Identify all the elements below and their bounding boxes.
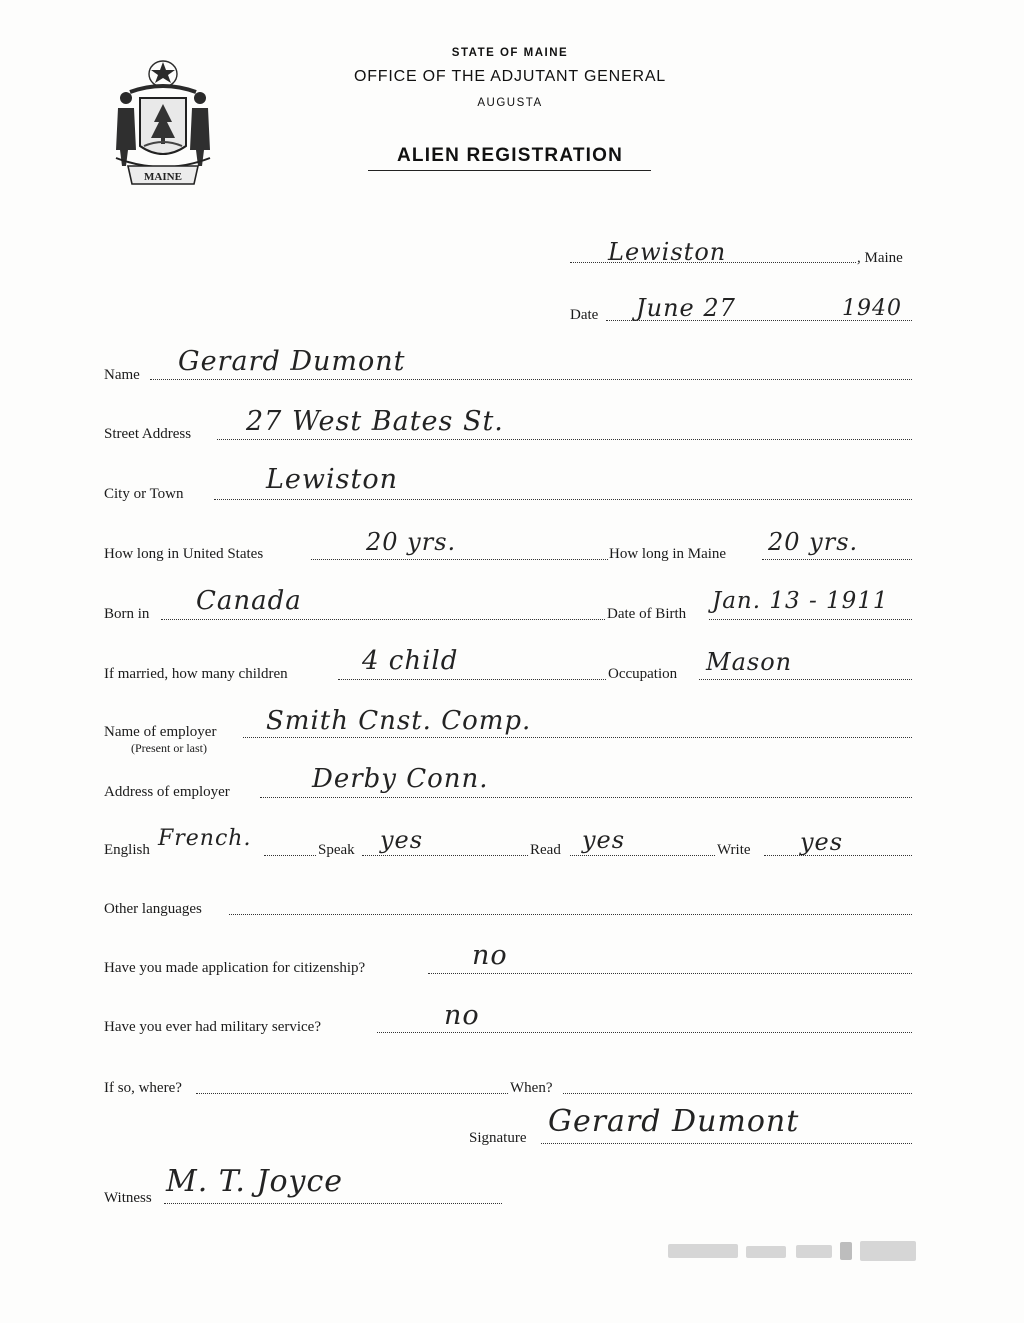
children-value: 4 child — [362, 646, 459, 676]
form-title: ALIEN REGISTRATION — [396, 145, 624, 166]
location-value: Lewiston — [608, 238, 727, 266]
citizenship-value: no — [472, 940, 508, 971]
birth-date-label: Date of Birth — [607, 606, 687, 622]
signature-line — [541, 1143, 912, 1144]
born-in-line — [161, 619, 605, 620]
birth-date-line — [709, 619, 912, 620]
street-line — [217, 439, 912, 440]
occupation-label: Occupation — [608, 666, 678, 682]
where-label: If so, where? — [104, 1080, 182, 1096]
employer-sublabel: (Present or last) — [131, 741, 207, 755]
where-line — [196, 1093, 508, 1094]
employer-address-label: Address of employer — [104, 784, 230, 800]
maine-duration-value: 20 yrs. — [768, 528, 859, 556]
military-value: no — [444, 1000, 480, 1031]
maine-duration-line — [762, 559, 912, 560]
city-line — [214, 499, 912, 500]
other-languages-label: Other languages — [104, 901, 202, 917]
street-value: 27 West Bates St. — [246, 406, 504, 437]
street-label: Street Address — [104, 426, 192, 442]
name-value: Gerard Dumont — [178, 346, 406, 377]
office-heading: OFFICE OF THE ADJUTANT GENERAL — [353, 68, 667, 85]
employer-address-value: Derby Conn. — [312, 764, 489, 794]
occupation-line — [699, 679, 912, 680]
city-heading: AUGUSTA — [477, 97, 543, 109]
date-year: 1940 — [842, 296, 902, 321]
employer-label: Name of employer — [104, 724, 217, 740]
speak-line — [362, 855, 528, 856]
witness-label: Witness — [104, 1190, 152, 1206]
seal-motto: MAINE — [144, 171, 182, 183]
write-label: Write — [717, 842, 751, 858]
signature-value: Gerard Dumont — [548, 1104, 800, 1139]
write-value: yes — [800, 828, 844, 856]
english-label: English — [104, 842, 150, 858]
children-line — [338, 679, 606, 680]
name-label: Name — [104, 367, 140, 383]
occupation-value: Mason — [706, 648, 793, 676]
english-line — [264, 855, 316, 856]
read-line — [570, 855, 715, 856]
location-suffix: , Maine — [857, 250, 903, 266]
city-label: City or Town — [104, 486, 184, 502]
city-value: Lewiston — [266, 464, 399, 495]
employer-address-line — [260, 797, 912, 798]
maine-duration-label: How long in Maine — [609, 546, 727, 562]
title-underline — [368, 170, 651, 171]
us-duration-label: How long in United States — [104, 546, 264, 562]
witness-line — [164, 1203, 502, 1204]
us-duration-line — [311, 559, 608, 560]
us-duration-value: 20 yrs. — [366, 528, 457, 556]
citizenship-label: Have you made application for citizenship? — [104, 960, 366, 976]
when-line — [563, 1093, 912, 1094]
employer-value: Smith Cnst. Comp. — [266, 706, 532, 736]
witness-value: M. T. Joyce — [166, 1164, 344, 1199]
signature-label: Signature — [469, 1130, 527, 1146]
speak-value: yes — [380, 826, 424, 854]
children-label: If married, how many children — [104, 666, 288, 682]
birth-date-value: Jan. 13 - 1911 — [712, 588, 889, 614]
date-value: June 27 — [636, 294, 736, 322]
born-in-value: Canada — [196, 586, 302, 616]
born-in-label: Born in — [104, 606, 150, 622]
citizenship-line — [428, 973, 912, 974]
state-of-maine-seal-icon — [110, 58, 216, 188]
when-label: When? — [510, 1080, 553, 1096]
english-value: French. — [158, 826, 252, 851]
employer-line — [243, 737, 912, 738]
name-line — [150, 379, 912, 380]
read-label: Read — [530, 842, 561, 858]
speak-label: Speak — [318, 842, 355, 858]
military-label: Have you ever had military service? — [104, 1019, 321, 1035]
date-label: Date — [570, 307, 599, 323]
other-languages-line — [229, 914, 912, 915]
received-stamp-icon — [668, 1236, 928, 1266]
state-heading: STATE OF MAINE — [451, 47, 569, 59]
military-line — [377, 1032, 912, 1033]
read-value: yes — [582, 826, 626, 854]
